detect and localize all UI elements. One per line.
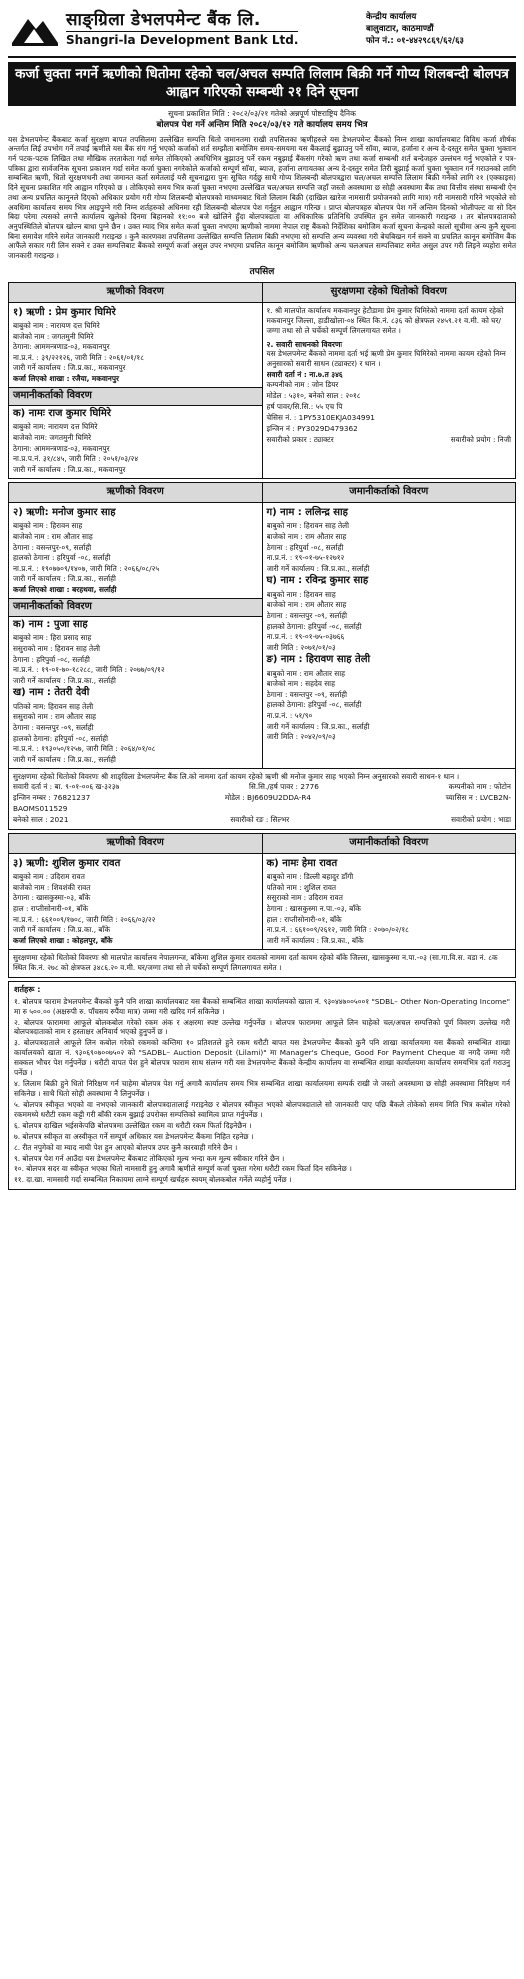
intro-paragraph: यस डेभलपमेन्ट बैंकबाट कर्जा सुरक्षण बापत तपसिलमा उल्लेखित सम्पत्ति धितो जमानतमा राखी तपसिलका ऋणीहरुले यस डेभलपमेन्ट बैंकको निम्न शाखा कार्यालयबाट विविध कर्जा शीर्षक अन्तर्गत लिई उपभोग गर्ने तपाई ऋणीले यस बैंक संग गर्नु भएको कर्जाको शर्त सम्झौता बमोजिम समय-समयमा यस बैंकलाई बुझाउनु पर्ने सॉवा, ब्याज, हर्जाना र अन्य दे-दस्तुर समेत चुक्ता भुक्तान गर्न पटक-पटक लिखित तथा मौखिक तरताकेता गर्दा समेत तोकिएको अवधिभित्र बुझाउनु पर्ने रकम नबुझाई बैंकसंग गरेको ऋण तथा कर्जा सम्बन्धी शर्त बन्देजहरु उल्लंघन गर्नु भएकोले र पत्र-पत्रिका द्वारा सार्वजनिक सूचना प्रकाशन गर्दा समेत कर्जा चुक्ता नगरेकोले कर्जाको सम्पूर्ण सॉवा, ब्याज, हर्जाना लगायतका अन्य दे-दस्तुर समेत तिरी बुझाई कर्जा चुक्ता भुक्तान गर्न गराउनको लागि सम्बन्धित ऋणी, धितो सुरक्षणधनी तथा जमानत कर्ता समेतलाई यसै सूचनाद्वारा पुनः सूचित गर्दछु साथै गोप्य शिलबन्दी बोलपत्रद्वारा चल/अचल सम्पत्ति लिलाम बिक्री गर्नेको लागि २१ (एक्काइस) दिने सूचना प्रकाशित गरि आह्वान गरिएको छ । तोकिएको समय भित्र कर्जा चुक्ता नभएमा उल्लेखित चल/अचल सम्पत्ति जहाँ जस्तो अवस्थामा छ सोही अवस्थामा बैंक तथा वित्तीय संस्था सम्बन्धी ऐन तथा अन्य प्रचलित कानूनले दिएको अधिकार प्रयोग गरी गोप्य शिलबन्दी बोलपत्रको माध्यमबाट धितो लिलाम बिक्री (दाखिल खारेज नामसारी प्रयोजनको लागि मात्र) गरी नामसारी गरिने भएकोले सो अवधिमा कार्यालय समय भित्र आइपुग्ने गरी निम्न शर्तहरुको अधिनमा रही शिलबन्दी बोलपत्र पेश गर्नुहुन आह्वान गरिन्छ । प्राप्त बोलपत्रहरु बोलपत्र पेश गर्ने अन्तिम दिनको भोलीपल्ट वा सो दिन बिदा परेमा त्यसको लगत्तै कार्यालय खुलेको दिनमा बिहानको ११:०० बजे खोलिने हुँदा बोलपत्रदाता वा अधिकारिक प्रतिनिधि उपस्थित हुन समेत जानकारी गराइन्छ । तर बोलपत्रदाताको अनुपस्थितिले बोलपत्र खोल्न बाधा पुग्ने छैन । उक्त म्याद भित्र समेत कर्जा चुक्ता नभएमा ऋणीको नाममा नेपाल राष्ट्र बैंकको निर्देशिका बमोजिम कर्जा सूचना केन्द्रको कालो सूचीमा अन्य कुनै सूचना बिना समावेश गरिने समेत जानकारी गराइन्छ । कुनै कारणवश तपसिलमा उल्लेखित सम्पत्ति लिलाम बिक्री नभएमा सो सम्पत्ति अन्य व्यवस्था गरी बेचबिखन गर्न सक्ने वा प्रचलित कानून बमोजिम बैंक आफैंले सकार गरी लिन सक्ने र उक्त सम्पत्तिबाट बैंकको सम्पूर्ण कर्जा असुल उपर नभएमा प्रचलित कानून बमोजिम ऋणीको अन्य चलअचल सम्पत्तिबाट समेत असुल उपर गरी लिइने व्यहोरा समेत जानकारी गराइन्छ । bbox=[8, 134, 516, 261]
guarantor-detail: ना.प्र.नं. : ५१/९० bbox=[266, 711, 313, 721]
term-item: १. बोलपत्र फाराम डेभलपमेन्ट बैंकको कुनै पनि शाखा कार्यालयबाट यस बैंकको सम्बन्धित शाखा कार्यालयको खाता नं. ९३०४४७००५००१ "SDBL– Other Non-Operating Income" मा रु ५००.०० (अक्षरुपी रु. पाँचसय रुपैंया मात्र) जम्मा गरी खरिद गर्न सकिनेछ । bbox=[14, 996, 510, 1016]
debtor-detail: बाबुको नाम : हिरावन साह bbox=[13, 521, 83, 531]
debtor-detail: जारी गर्ने कार्यालय : जि.प्र.का., सर्लाही bbox=[13, 574, 116, 584]
term-item: ९. बोलपत्र पेश गर्न आउँदा यस डेभलपमेन्ट बैंकबाट तोकिएको मूल्य भन्दा कम मूल्य स्वीकार गरिने छैन । bbox=[14, 1153, 285, 1163]
debtor-detail: जारी गर्ने कार्यालय : जि.प्र.का., मकवानपुर bbox=[13, 363, 126, 373]
vehicle-spec: च्यासिस न : LVCB2N- bbox=[445, 793, 511, 803]
vehicle-spec: सि.सि./हर्ष पावर : 2776 bbox=[249, 782, 319, 792]
guarantor-detail: ठेगाना : हरिपुर्वा -०८, सर्लाही bbox=[266, 542, 344, 552]
guarantor-detail: जारी गर्ने कार्यालय : जि.प्र.का., बाँके bbox=[266, 935, 364, 945]
guarantor-name: घ) नाम : रविन्द्र कुमार साह bbox=[266, 575, 369, 587]
vehicle-spec: सवारी दर्ता नं : बा. ९-०१-००६ ख-३२३७ bbox=[13, 782, 120, 792]
guarantor-detail: जारी गर्ने कार्यालय : जि.प्र.का., सर्लाही bbox=[266, 721, 370, 731]
vehicle-spec-row bbox=[13, 815, 511, 826]
guarantor-detail: ना.प्र.नं. : १९-०१-७५-१२७१२ bbox=[266, 553, 345, 563]
debtor-details-heading: ऋणीको विवरण bbox=[9, 834, 262, 854]
guarantor-detail: ससुराको नाम : हिरावन साह तेली bbox=[13, 644, 101, 653]
term-item: ३. बोलपत्रदाताले आफूले लिन कबोल गरेको रकमको कम्तिमा १० प्रतिशतले हुने रकम धरौटी बापत यस डेभलपमेन्ट बैंकको कुनै पनि शाखा कार्यालयमा यस बैंकको सम्बन्धित शाखा कार्यालयको खाता नं. ९३०६९०७००७५०२ को "SADBL– Auction Deposit (Lilami)" मा Manager's Cheque, Good For Payment Cheque वा नगदै जम्मा गरी सक्कल भौचर पेश गर्नुपर्नेछ । धरौटी वापत पेश हुने बोलपत्र फाराम साथ संलग्न गरी यस डेभलपमेन्ट बैंकको केन्द्रीय कार्यालय वा सम्बन्धित शाखा कार्यालयमा कार्यालय समयभित्र दर्ता गराउनु पर्नेछ । bbox=[14, 1038, 510, 1078]
guarantor-detail: बाबुको नाम: नारायण दत्त घिमिरे bbox=[13, 422, 98, 432]
guarantor-detail: ससुराको नाम : उदिराम रावत bbox=[266, 893, 343, 903]
guarantor-detail: बाबुको नाम : हिरावन साह bbox=[266, 589, 336, 599]
case-2-box bbox=[8, 482, 516, 830]
mountain-logo-icon bbox=[8, 9, 62, 49]
submission-deadline: बोलपत्र पेश गर्ने अन्तिम मिति २०८२/०३/१२ गते कार्यालय समय भित्र bbox=[156, 120, 368, 130]
guarantor-name: ङ) नाम : हिरावण साह तेली bbox=[266, 654, 371, 666]
debtor-detail: ना.प्र.नं. : ६६१००९/१७०८, जारी मिति : २०६६/०३/२२ bbox=[13, 914, 156, 924]
debtor-detail: हाल : राप्तीसोनारी-०१, बाँके bbox=[13, 903, 89, 913]
guarantor-detail: ठेगाना : हरिपुर्वा -०८, सर्लाही bbox=[13, 654, 90, 664]
debtor-detail: ठेगाना : वसन्तपुर-०९, सर्लाही bbox=[13, 542, 92, 552]
case-2-guarantors bbox=[262, 503, 516, 768]
vehicle-spec: मोडेल : BJ6609U2DDA-R4 bbox=[224, 793, 312, 803]
guarantor-detail: हालको ठेगाना: हरिपुर्वा -०८, सर्लाही bbox=[13, 733, 109, 743]
guarantor-detail: जारी गर्ने कार्यालय : जि.प्र.का., सर्लाही bbox=[13, 675, 116, 685]
vehicle-spec-row bbox=[267, 402, 512, 413]
guarantor-name: ग) नाम : ललिन्द्र साह bbox=[266, 506, 348, 518]
guarantor-detail: ना.प्र.नं. : १९-०१-७०-१८२८८, जारी मिति : २०७७/०९/१२ bbox=[13, 665, 165, 675]
vehicle-spec: हर्ष पावर/सि.सि.: ५५ एच पि bbox=[266, 402, 343, 412]
bank-header bbox=[8, 6, 516, 58]
vehicle-spec: BAOMS011529 bbox=[13, 804, 68, 814]
land-collateral: १. श्री मालपोत कार्यालय मकवानपुर हेटौडामा प्रेम कुमार घिमिरेको नाममा दर्ता कायम रहेको मकवानपुर जिल्ला, हाडीखोला-०४ स्थित कि.नं. ८३६ को क्षेत्रफल २४५९.२१ व.मी. को घर/जग्गा तथा सो ले चर्चेको सम्पूर्ण लिगलगायत समेत । bbox=[266, 305, 504, 336]
publish-date: सूचना प्रकाशित मिति : २०८२/०३/२१ गतेको अन्नपूर्ण पोष्टराष्ट्रिय दैनिक bbox=[168, 108, 356, 118]
vehicle-spec: सवारीको प्रकार : ट्याक्टर bbox=[266, 435, 334, 445]
vehicle-spec-row bbox=[13, 793, 511, 804]
office-phone: फोन नं.: ०१-४४२९८६९/६२/६३ bbox=[366, 36, 464, 47]
schedule-heading: तपसिल bbox=[249, 266, 275, 277]
bank-name-nepali: साङ्ग्रिला डेभलपमेन्ट बैंक लि. bbox=[66, 9, 261, 30]
vehicle-spec-row bbox=[267, 391, 512, 402]
debtor-detail: बाजेको नाम : जगतमुनी घिमिरे bbox=[13, 331, 94, 341]
collateral-details-heading: सुरक्षणमा रहेको धितोको विवरण bbox=[263, 283, 516, 303]
vehicle-spec: सवारीको रङ : सिल्भर bbox=[230, 815, 290, 825]
case-3-collateral: सुरक्षणमा रहेको धितोको विवरणः श्री मालपोत कार्यालय नेपालगन्ज, बाँकेमा शुशिल कुमार रावतको नाममा दर्ता कायम रहेको बाँके जिल्ला, खासकुस्मा न.पा.-०३ (सा.गा.वि.स. वडा नं. ८क स्थित कि.नं. २७८ को क्षेत्रफल ३४८६.२० व.मी. घर/जग्गा तथा सो ले चर्चेको सम्पूर्ण लिगलगायत समेत । bbox=[9, 949, 515, 976]
guarantor-details-heading: जमानीकर्ताको विवरण bbox=[263, 483, 516, 503]
debtor-detail: ना.प्र.नं. : ३९/२२१२६, जारी मिति : २०६१/०१/१८ bbox=[13, 352, 145, 362]
guarantor-detail: बाजेको नाम : सहदेव साह bbox=[266, 679, 335, 689]
guarantor-detail: ठेगाना : वसन्तपुर -०९, सर्लाही bbox=[13, 722, 94, 732]
case-3-guarantor bbox=[262, 854, 516, 950]
vehicle-intro: यस डेभलपमेन्ट बैंकको नाममा दर्ता भई ऋणी प्रेम कुमार घिमिरेको नाममा कायम रहेको निम्न अनुसारको सवारी साधन (ट्याक्टर) र थान । bbox=[266, 349, 506, 369]
vehicle-spec: कम्पनीको नाम : जोन डियर bbox=[266, 380, 339, 390]
debtor-detail: ठेगाना : खासकुस्मा-०३, बाँके bbox=[13, 893, 91, 903]
debtor-detail: ठेगाना: आममन्त्रणाड-०३, मकवानपुर bbox=[13, 342, 110, 352]
vehicle-title: २. सवारी साधनको विवरणः bbox=[266, 339, 342, 349]
debtor-details-heading: ऋणीको विवरण bbox=[9, 283, 262, 303]
debtor-detail: बाजेको नाम : शिवशंकी रावत bbox=[13, 882, 91, 892]
office-title: केन्द्रीय कार्यालय bbox=[366, 11, 417, 22]
vehicle-spec-row bbox=[267, 380, 512, 391]
vehicle-spec: सवारीको प्रयोग : भाडा bbox=[451, 815, 511, 825]
collateral-note: सुरक्षणमा रहेको धितोको विवरणः श्री शाङ्ग्रिला डेभलपमेन्ट बैंक लि.को नाममा दर्ता कायम रहेको ऋणी श्री मनोज कुमार साह भएको निम्न अनुसारको सवारी साधन-१ थान । bbox=[13, 772, 460, 782]
vehicle-spec: सवारीको प्रयोग : निजी bbox=[450, 435, 511, 445]
loan-branch: कर्जा लिएको शाखा : कोहलपुर, बाँके bbox=[13, 935, 113, 945]
guarantor-heading: जमानीकर्ताको विवरण bbox=[9, 387, 262, 406]
guarantor-detail: ना.प्र.नं. : १९-०१-७५-०३७६६ bbox=[266, 632, 345, 642]
vehicle-spec-row bbox=[267, 435, 512, 446]
term-item: ११. दा.खा. नामसारी गर्दा सम्बन्धित निकायमा लाग्ने सम्पूर्ण खर्चहरु स्वयम् बोलकबोल गर्नेले व्यहोर्नु पर्नेछ । bbox=[14, 1175, 292, 1185]
guarantor-detail: जारी गर्ने कार्यालय : जि.प्र.का., सर्लाही bbox=[13, 754, 116, 764]
notice-title: कर्जा चुक्ता नगर्ने ऋणीको धितोमा रहेको चल/अचल सम्पति लिलाम बिक्री गर्ने गोप्य शिलबन्दी बोलपत्र आह्वान गरिएको सम्बन्धी २१ दिने सूचना bbox=[8, 62, 516, 106]
case-1-box bbox=[8, 282, 516, 479]
bank-names bbox=[62, 10, 366, 48]
guarantor-name: क) नामः राज कुमार घिमिरे bbox=[13, 407, 111, 419]
guarantor-detail: हालको ठेगाना: हरिपुर्वा -०८, सर्लाही bbox=[266, 621, 362, 631]
guarantor-detail: बाबुको नाम : हिरा प्रसाद साह bbox=[13, 633, 92, 643]
guarantor-detail: ना.प्र.नं. : १९३०५०/१२५७, जारी मिति : २०६४/०१/०८ bbox=[13, 744, 156, 754]
case-1-debtor bbox=[9, 303, 262, 479]
guarantor-name: ख) नाम : तेतरी देवी bbox=[13, 687, 90, 699]
office-place: बालुवाटार, काठमाण्डौं bbox=[366, 23, 434, 34]
guarantor-detail: बाजेको नाम : राम औतार साह bbox=[266, 531, 347, 541]
guarantor-detail: जारी मिति : २०७१/०१/०३ bbox=[266, 642, 336, 652]
debtor-detail: जारी गर्ने कार्यालय : जि.प्र.का., बाँके bbox=[13, 925, 111, 935]
vehicle-spec-row bbox=[13, 782, 511, 793]
case-3-box bbox=[8, 833, 516, 977]
guarantor-detail: ठेगाना : वसन्तपुर -०९, सर्लाही bbox=[266, 689, 348, 699]
loan-branch: कर्जा लिएको शाखा : रजैया, मकवानपुर bbox=[13, 373, 119, 383]
debtor-detail: बाबुको नाम : नारायण दत्त घिमिरे bbox=[13, 321, 100, 331]
guarantor-name: क) नाम : पुजा साह bbox=[13, 618, 88, 630]
vehicle-spec: इन्जिन नं : PY3029D479362 bbox=[266, 424, 358, 434]
term-item: १०. बोलपत्र सदर वा स्वीकृत भएका धितो नामसारी हुनु अगावै ऋणीले सम्पूर्ण कर्जा चुक्ता गरेमा धरौटी रकम फिर्ता दिन सकिनेछ । bbox=[14, 1164, 352, 1174]
term-item: ७. बोलपत्र स्वीकृत वा अस्वीकृत गर्ने सम्पूर्ण अधिकार यस डेभलपमेन्ट बैंकमा निहित रहनेछ । bbox=[14, 1131, 254, 1141]
vehicle-spec-row bbox=[267, 413, 512, 424]
terms-title: शर्तहरू : bbox=[14, 984, 41, 994]
guarantor-detail: ठेगाना: आममन्त्रणाड-०३, मकवानपुर bbox=[13, 443, 110, 453]
guarantor-details-heading: जमानीकर्ताको विवरण bbox=[263, 834, 516, 854]
guarantor-detail: हाल : राप्तीसोनारी-०१, बाँके bbox=[266, 914, 342, 924]
vehicle-spec: मोडेल : ५३१०, बनेको साल : २०१८ bbox=[266, 391, 361, 401]
term-item: ५. बोलपत्र स्वीकृत भएको वा नभएको जानकारी बोलपत्रदातालाई गराइनेछ र बोलपत्र स्वीकृत भएको बोलपत्रदाताले सो जानकारी पाए पछि बैंकले तोकेको समय मिति भित्र कबोल गरेको रकममध्ये धरौटी रकम कट्टी गरी बाँकी रकम बुझाई उपरोक्त सम्पत्तिको स्वामित्व प्राप्त गर्नुपर्नेछ । bbox=[14, 1099, 510, 1119]
guarantor-detail: बाबुको नाम : डिल्ली बहादुर डाँगी bbox=[266, 872, 354, 882]
head-office-info bbox=[366, 11, 516, 48]
debtor-detail: हालको ठेगाना : हरिपुर्वा -०८, सर्लाही bbox=[13, 553, 111, 563]
vehicle-spec-row bbox=[267, 424, 512, 435]
term-item: ८. रीत नपुगेको वा म्याद नाघी पेश हुन आएको बोलपत्र उपर कुनै कारवाही गरिने छैन । bbox=[14, 1142, 238, 1152]
case-2-debtor bbox=[9, 503, 262, 768]
vehicle-spec: चेसिस नं. : 1PY5310EKJA034991 bbox=[266, 413, 375, 423]
vehicle-spec: बनेको साल : 2021 bbox=[13, 815, 69, 825]
vehicle-spec: कम्पनीको नाम : फोटोन bbox=[448, 782, 511, 792]
guarantor-heading: जमानीकर्ताको विवरण bbox=[9, 598, 262, 617]
term-item: २. बोलपत्र फाराममा आफूले बोलकबोल गरेको रकम अंक र अक्षरमा स्पष्ट उल्लेख गर्नुपर्नेछ । बोलपत्र फाराममा आफूले लिन चाहेको चल/अचल सम्पत्तिको पूर्ण विवरण उल्लेख गरी बोलपत्रदाताको नाम र हस्ताक्षर अनिवार्य भएको हुनुपर्ने छ । bbox=[14, 1017, 510, 1037]
guarantor-detail: जारी गर्ने कार्यालय : जि.प्र.का., सर्लाही bbox=[266, 563, 370, 573]
guarantor-detail: ना.प्र.नं. : ६६१००९/२६१२, जारी मिति : २०७०/०२/१८ bbox=[266, 925, 409, 935]
bank-name-english: Shangri-la Development Bank Ltd. bbox=[66, 33, 299, 48]
guarantor-detail: जारी मिति : २०४२/०९/०३ bbox=[266, 732, 336, 742]
case-2-collateral bbox=[9, 768, 515, 829]
case-3-debtor bbox=[9, 854, 262, 950]
guarantor-detail: ना.प्र.प.नं. ३१/८४५, जारी मिति : २०५१/०३/२४ bbox=[13, 454, 139, 464]
guarantor-detail: बाजेको नाम : राम औतार साह bbox=[266, 600, 347, 610]
guarantor-detail: बाजेको नाम: जगतमुनी घिमिरे bbox=[13, 433, 92, 443]
loan-branch: कर्जा लिएको शाखा : बरहथवा, सर्लाही bbox=[13, 584, 117, 594]
terms-box bbox=[8, 981, 516, 1191]
guarantor-name: क) नामः हेमा रावत bbox=[266, 857, 338, 869]
term-item: ४. लिलाम बिक्री हुने धितो निरिक्षण गर्न चाहेमा बोलपत्र पेश गर्नु अगावै कार्यालय समय भित्र सम्बन्धित शाखा कार्यालयमा सम्पर्क राखी जे जस्तो अवस्थामा छ सोही अवस्थामा निरिक्षण गर्न सकिनेछ । साथै धितो सोही अवस्थामा नै लिनुपर्नेछ । bbox=[14, 1079, 510, 1098]
debtor-details-heading: ऋणीको विवरण bbox=[9, 483, 262, 503]
guarantor-detail: ठेगाना : खासकुस्मा न.पा.-०३, बाँके bbox=[266, 903, 361, 913]
guarantor-detail: पतिको नाम : शुशिल रावत bbox=[266, 882, 337, 892]
debtor-name: १) ऋणी : प्रेम कुमार घिमिरे bbox=[13, 306, 116, 318]
guarantor-detail: बाबुको नाम : हिरावन साह तेली bbox=[266, 521, 350, 531]
vehicle-registration: सवारी दर्ता नं : ना.७.त ३४६ bbox=[266, 369, 343, 379]
guarantor-detail: जारी गर्ने कार्यालय : जि.प्र.का., मकवानपुर bbox=[13, 464, 126, 474]
debtor-detail: बाबुको नाम : उदिराम रावत bbox=[13, 872, 85, 882]
guarantor-detail: हालको ठेगाना: हरिपुर्वा -०८, सर्लाही bbox=[266, 700, 362, 710]
guarantor-detail: पतिको नाम: हिरावन साह तेली bbox=[13, 701, 94, 711]
debtor-name: ३) ऋणी: शुशिल कुमार रावत bbox=[13, 857, 121, 869]
guarantor-detail: ठेगाना : वसन्तपुर -०९, सर्लाही bbox=[266, 610, 348, 620]
debtor-detail: ना.प्र.नं. : १९०७७०९/१४०७, जारी मिति : २०६६/०८/२५ bbox=[13, 563, 160, 573]
vehicle-spec: इन्जिन नम्बर : 76821237 bbox=[13, 793, 91, 803]
case-1-collateral bbox=[262, 303, 516, 479]
guarantor-detail: बाबुको नाम : राम औतार साह bbox=[266, 668, 346, 678]
vehicle-spec-row bbox=[13, 804, 511, 815]
debtor-name: २) ऋणी: मनोज कुमार साह bbox=[13, 506, 116, 518]
term-item: ६. बोलपत्र दाखिल भईसकेपछि बोलपत्रमा उल्लेखित रकम वा धरौटी रकम फिर्ता दिइनेछैन । bbox=[14, 1120, 252, 1130]
debtor-detail: बाजेको नाम : राम औतार साह bbox=[13, 531, 93, 541]
guarantor-detail: ससुराको नाम : राम औतार साह bbox=[13, 712, 97, 722]
